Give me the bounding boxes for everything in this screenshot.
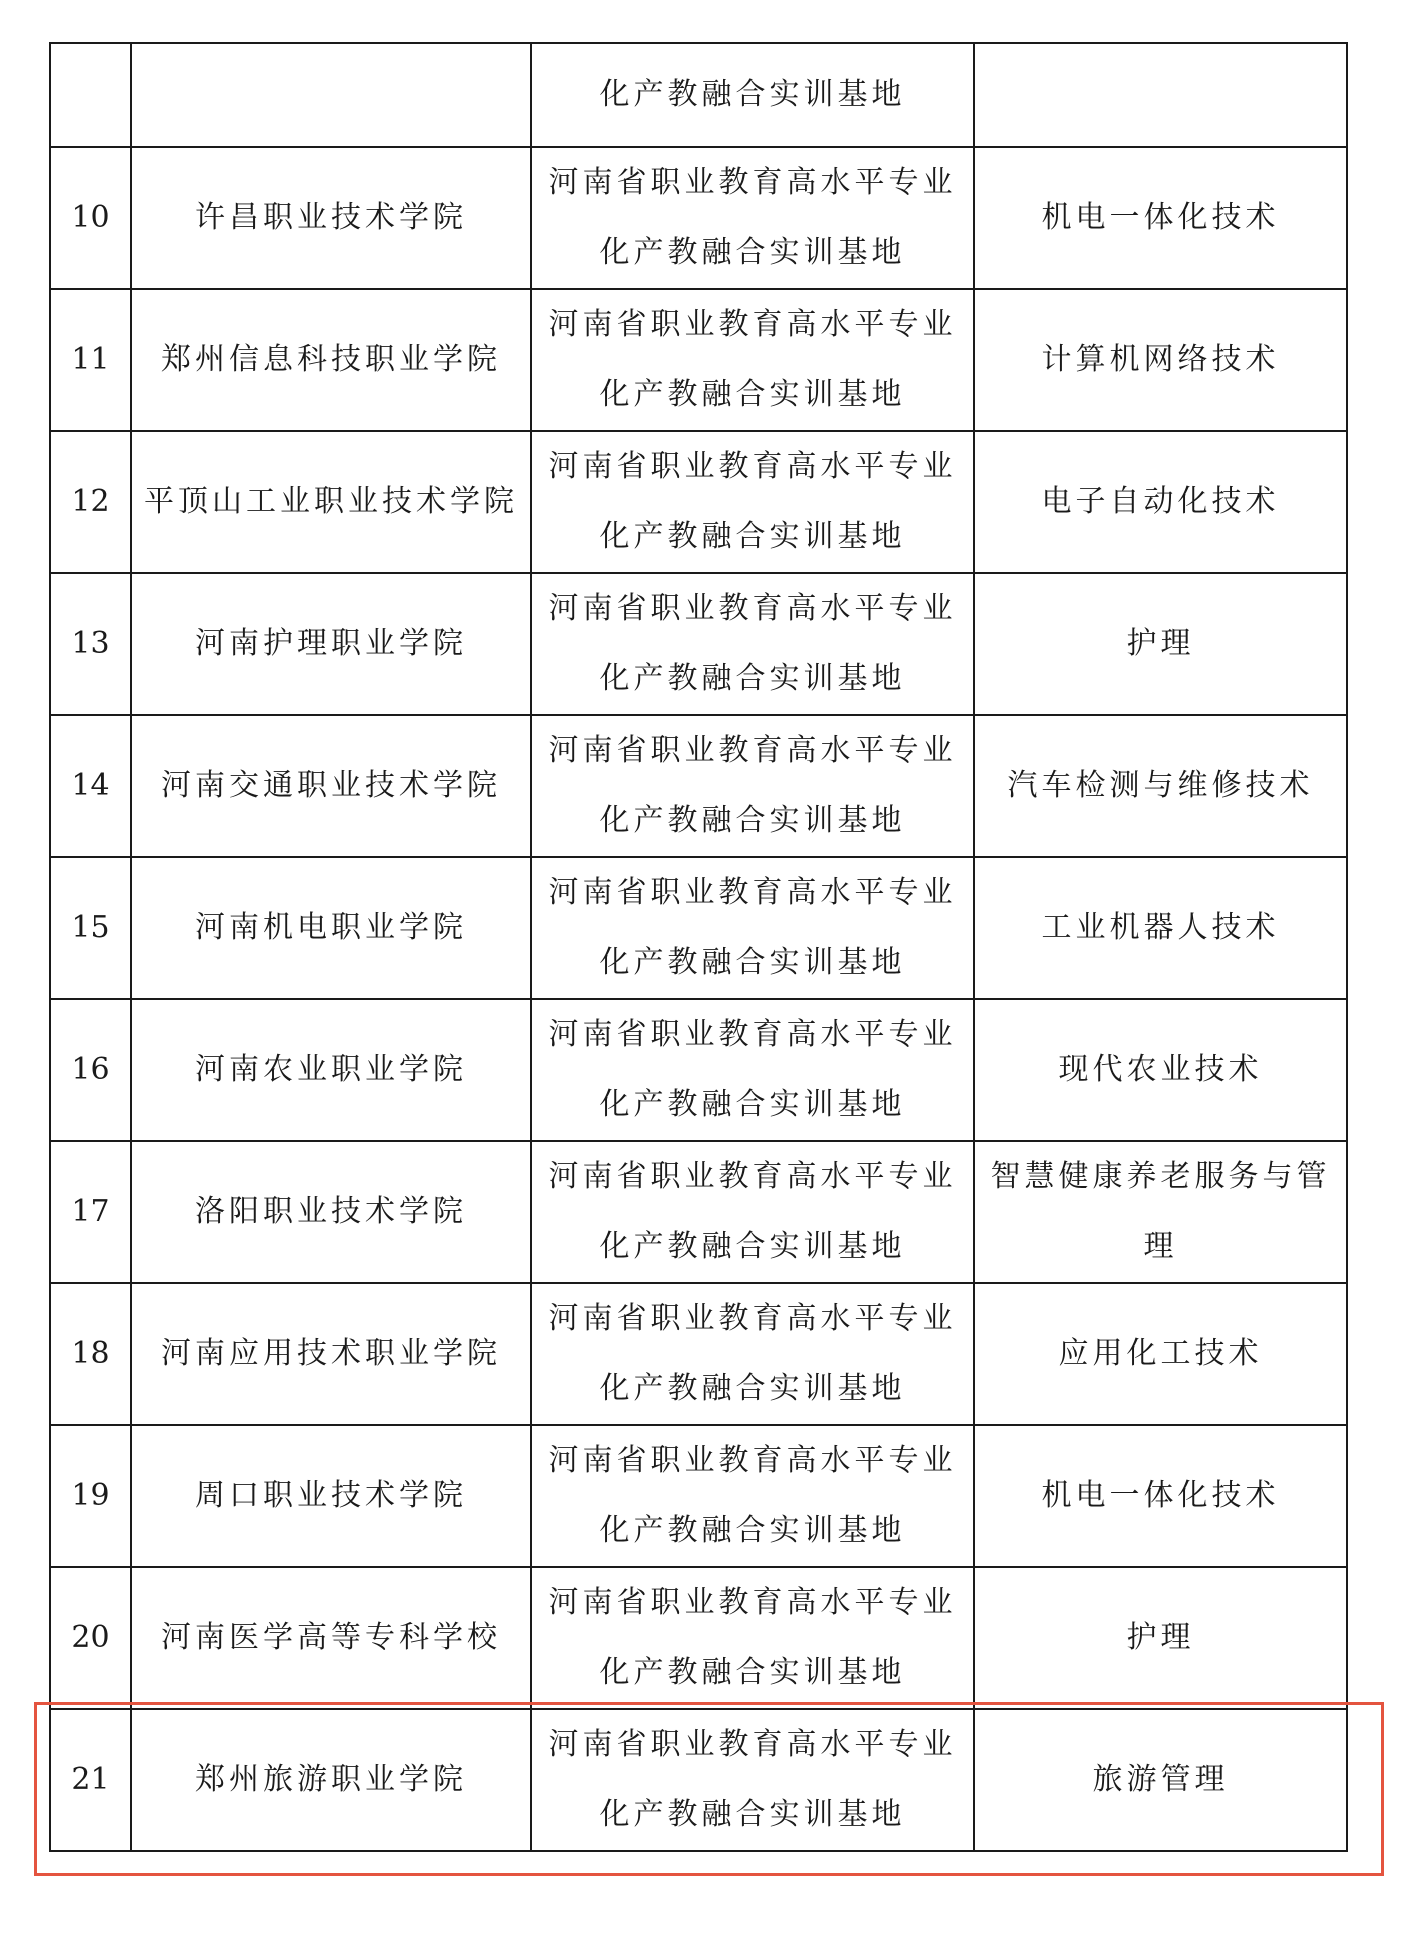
base-type-line: 河南省职业教育高水平专业 xyxy=(548,733,957,768)
school-name-cell: 许昌职业技术学院 xyxy=(131,147,531,289)
school-name-cell: 洛阳职业技术学院 xyxy=(131,1141,531,1283)
base-type-line: 化产教融合实训基地 xyxy=(599,1655,906,1690)
row-number-cell: 20 xyxy=(50,1567,131,1709)
major-cell: 工业机器人技术 xyxy=(974,857,1347,999)
row-number-cell: 21 xyxy=(50,1709,131,1851)
row-number-cell: 12 xyxy=(50,431,131,573)
major-cell: 计算机网络技术 xyxy=(974,289,1347,431)
major-cell: 汽车检测与维修技术 xyxy=(974,715,1347,857)
row-number-cell: 16 xyxy=(50,999,131,1141)
school-name-cell: 平顶山工业职业技术学院 xyxy=(131,431,531,573)
base-type-line: 河南省职业教育高水平专业 xyxy=(548,1585,957,1620)
table-body xyxy=(50,43,1347,1851)
base-type-cell xyxy=(531,857,974,999)
table-row xyxy=(50,1709,1347,1851)
base-type-line: 河南省职业教育高水平专业 xyxy=(548,1443,957,1478)
school-name-cell xyxy=(131,43,531,147)
row-number-cell: 11 xyxy=(50,289,131,431)
table-row xyxy=(50,857,1347,999)
table-row xyxy=(50,715,1347,857)
base-type-line: 河南省职业教育高水平专业 xyxy=(548,307,957,342)
table-row xyxy=(50,147,1347,289)
major-cell: 智慧健康养老服务与管理 xyxy=(974,1141,1347,1283)
major-cell: 应用化工技术 xyxy=(974,1283,1347,1425)
major-cell: 旅游管理 xyxy=(974,1709,1347,1851)
school-name-cell: 河南应用技术职业学院 xyxy=(131,1283,531,1425)
table-row xyxy=(50,1567,1347,1709)
base-type-line: 河南省职业教育高水平专业 xyxy=(548,449,957,484)
base-type-line: 化产教融合实训基地 xyxy=(599,1371,906,1406)
base-type-cell xyxy=(531,999,974,1141)
table-row xyxy=(50,573,1347,715)
base-type-cell xyxy=(531,1141,974,1283)
table-row xyxy=(50,1141,1347,1283)
base-type-line: 化产教融合实训基地 xyxy=(599,945,906,980)
table-row-continued xyxy=(50,43,1347,147)
base-type-cell xyxy=(531,431,974,573)
base-type-line: 化产教融合实训基地 xyxy=(599,377,906,412)
base-type-cell xyxy=(531,573,974,715)
row-number-cell: 14 xyxy=(50,715,131,857)
base-type-line: 化产教融合实训基地 xyxy=(599,77,906,112)
base-type-cell xyxy=(531,147,974,289)
base-type-line: 化产教融合实训基地 xyxy=(599,235,906,270)
school-name-cell: 河南医学高等专科学校 xyxy=(131,1567,531,1709)
base-type-line: 化产教融合实训基地 xyxy=(599,1087,906,1122)
base-type-line: 河南省职业教育高水平专业 xyxy=(548,875,957,910)
row-number-cell: 19 xyxy=(50,1425,131,1567)
major-cell: 护理 xyxy=(974,573,1347,715)
row-number-cell: 13 xyxy=(50,573,131,715)
row-number-cell: 17 xyxy=(50,1141,131,1283)
base-type-line: 河南省职业教育高水平专业 xyxy=(548,1159,957,1194)
base-type-line: 化产教融合实训基地 xyxy=(599,661,906,696)
school-name-cell: 河南护理职业学院 xyxy=(131,573,531,715)
base-type-line: 化产教融合实训基地 xyxy=(599,519,906,554)
school-name-cell: 郑州信息科技职业学院 xyxy=(131,289,531,431)
base-type-cell xyxy=(531,1709,974,1851)
row-number-cell xyxy=(50,43,131,147)
school-name-cell: 河南农业职业学院 xyxy=(131,999,531,1141)
base-type-line: 化产教融合实训基地 xyxy=(599,803,906,838)
school-name-cell: 河南机电职业学院 xyxy=(131,857,531,999)
base-type-cell xyxy=(531,43,974,147)
school-name-cell: 河南交通职业技术学院 xyxy=(131,715,531,857)
base-type-line: 河南省职业教育高水平专业 xyxy=(548,1301,957,1336)
base-type-line: 河南省职业教育高水平专业 xyxy=(548,1017,957,1052)
major-cell: 机电一体化技术 xyxy=(974,147,1347,289)
table-row xyxy=(50,1425,1347,1567)
major-cell: 护理 xyxy=(974,1567,1347,1709)
major-cell: 电子自动化技术 xyxy=(974,431,1347,573)
base-type-line: 化产教融合实训基地 xyxy=(599,1513,906,1548)
base-type-line: 河南省职业教育高水平专业 xyxy=(548,1727,957,1762)
row-number-cell: 15 xyxy=(50,857,131,999)
table-row xyxy=(50,431,1347,573)
school-name-cell: 周口职业技术学院 xyxy=(131,1425,531,1567)
base-type-line: 化产教融合实训基地 xyxy=(599,1229,906,1264)
major-cell: 现代农业技术 xyxy=(974,999,1347,1141)
row-number-cell: 18 xyxy=(50,1283,131,1425)
base-type-cell xyxy=(531,715,974,857)
base-type-cell xyxy=(531,1567,974,1709)
base-type-line: 河南省职业教育高水平专业 xyxy=(548,591,957,626)
major-cell xyxy=(974,43,1347,147)
base-type-cell xyxy=(531,1283,974,1425)
training-base-table xyxy=(49,42,1348,1852)
major-cell: 机电一体化技术 xyxy=(974,1425,1347,1567)
school-name-cell: 郑州旅游职业学院 xyxy=(131,1709,531,1851)
table-row xyxy=(50,1283,1347,1425)
table-row xyxy=(50,999,1347,1141)
row-number-cell: 10 xyxy=(50,147,131,289)
base-type-line: 化产教融合实训基地 xyxy=(599,1797,906,1832)
base-type-cell xyxy=(531,289,974,431)
base-type-cell xyxy=(531,1425,974,1567)
table-row xyxy=(50,289,1347,431)
base-type-line: 河南省职业教育高水平专业 xyxy=(548,165,957,200)
